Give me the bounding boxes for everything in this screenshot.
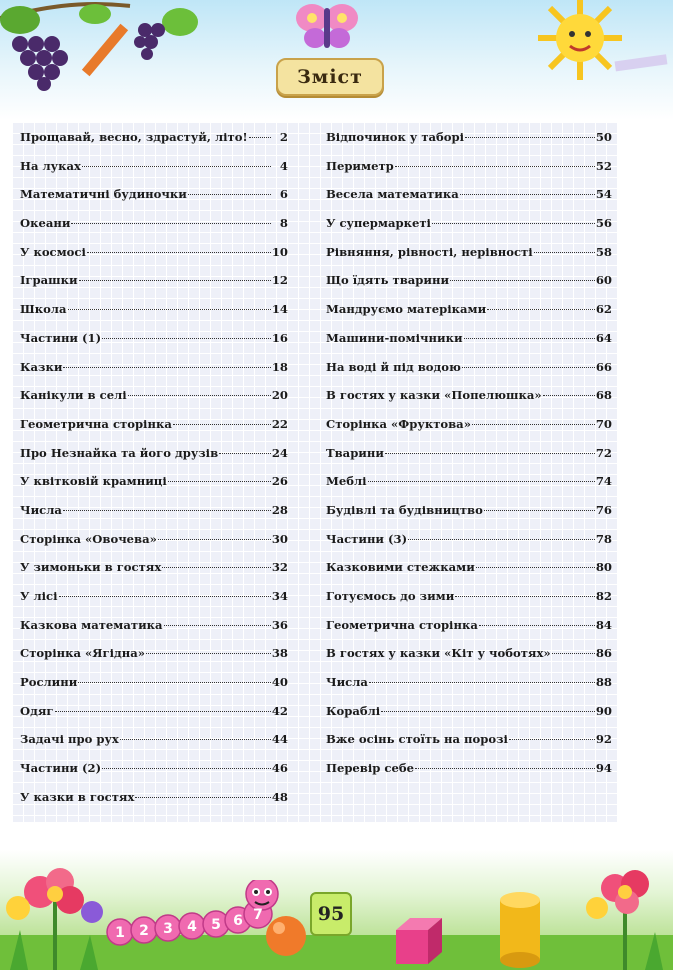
toc-entry[interactable]	[20, 704, 288, 733]
toc-leader-dots	[368, 481, 595, 482]
toc-column-right	[326, 130, 612, 790]
toc-entry-page: 34	[271, 589, 288, 603]
toc-leader-dots	[465, 137, 595, 138]
toc-entry-page: 26	[271, 474, 288, 489]
toc-entry[interactable]	[20, 675, 288, 704]
toc-entry[interactable]	[20, 417, 288, 446]
toc-leader-dots	[534, 252, 595, 253]
toc-leader-dots	[543, 395, 595, 396]
toc-entry-page: 10	[271, 244, 288, 259]
toc-entry[interactable]	[20, 302, 288, 331]
toc-entry[interactable]	[326, 646, 612, 675]
toc-leader-dots	[173, 424, 271, 425]
toc-entry-title: У космосі	[20, 244, 86, 259]
toc-leader-dots	[79, 280, 271, 281]
toc-entry[interactable]	[20, 532, 288, 561]
toc-entry[interactable]	[326, 446, 612, 475]
toc-entry-page: 56	[595, 216, 612, 231]
toc-entry-title: Сторінка «Овочева»	[20, 531, 157, 546]
toc-entry-title: Тварини	[326, 445, 384, 460]
toc-leader-dots	[369, 682, 595, 683]
toc-entry-page: 46	[271, 761, 288, 776]
toc-entry[interactable]	[326, 675, 612, 704]
toc-entry-page: 58	[595, 244, 612, 259]
toc-entry[interactable]	[20, 474, 288, 503]
toc-entry[interactable]	[326, 245, 612, 274]
toc-entry[interactable]	[326, 532, 612, 561]
toc-entry[interactable]	[20, 761, 288, 790]
toc-entry[interactable]	[20, 790, 288, 819]
toc-entry[interactable]	[20, 331, 288, 360]
toc-entry[interactable]	[326, 388, 612, 417]
toc-entry[interactable]	[20, 618, 288, 647]
toc-entry-title: Периметр	[326, 158, 394, 173]
toc-leader-dots	[450, 280, 595, 281]
toc-entry-title: У квітковій крамниці	[20, 474, 167, 489]
toc-entry-page: 76	[595, 502, 612, 517]
toc-entry-title: Рівняння, рівності, нерівності	[326, 244, 533, 259]
toc-entry[interactable]	[326, 273, 612, 302]
caterpillar-digit: 5	[211, 917, 221, 933]
toc-leader-dots	[509, 739, 595, 740]
toc-entry-page: 82	[595, 589, 612, 603]
toc-leader-dots	[82, 166, 271, 167]
toc-entry-title: Весела математика	[326, 187, 459, 202]
toc-entry[interactable]	[326, 761, 612, 790]
toc-entry-title: Математичні будиночки	[20, 187, 187, 202]
butterfly-icon	[292, 0, 362, 58]
toc-entry-title: Прощавай, весно, здрастуй, літо!	[20, 130, 248, 144]
toc-entry-page: 40	[271, 675, 288, 690]
toc-entry-title: Кораблі	[326, 703, 381, 718]
toc-entry-page: 68	[595, 388, 612, 403]
toc-entry-page: 92	[595, 732, 612, 747]
toc-leader-dots	[78, 682, 270, 683]
toc-entry[interactable]	[20, 273, 288, 302]
toc-entry-page: 24	[271, 445, 288, 460]
toc-entry-page: 54	[595, 187, 612, 202]
toc-leader-dots	[71, 223, 271, 224]
toc-leader-dots	[164, 625, 271, 626]
toc-entry-page: 70	[595, 416, 612, 431]
toc-leader-dots	[381, 711, 595, 712]
toc-entry-page: 84	[595, 617, 612, 632]
toc-entry-title: В гостях у казки «Кіт у чоботях»	[326, 646, 551, 661]
toc-column-left	[20, 130, 288, 819]
toc-entry-title: На воді й під водою	[326, 359, 461, 374]
flower-icon	[0, 860, 110, 970]
toc-entry-title: Іграшки	[20, 273, 78, 288]
toc-entry-page: 66	[595, 359, 612, 374]
toc-entry-title: Перевір себе	[326, 761, 414, 776]
toc-entry[interactable]	[20, 446, 288, 475]
toc-entry-title: Канікули в селі	[20, 388, 127, 403]
toc-entry[interactable]	[20, 187, 288, 216]
toc-entry-title: Про Незнайка та його друзів	[20, 445, 219, 460]
toc-entry[interactable]	[20, 560, 288, 589]
toc-entry-title: У зимоньки в гостях	[20, 560, 162, 575]
toc-entry-page: 30	[271, 531, 288, 546]
toc-entry-page: 86	[595, 646, 612, 661]
toc-entry-page: 20	[271, 388, 288, 403]
toc-entry-title: Відпочинок у таборі	[326, 130, 464, 144]
toc-entry[interactable]	[326, 216, 612, 245]
toc-leader-dots	[395, 166, 595, 167]
toc-leader-dots	[415, 768, 595, 769]
toc-leader-dots	[146, 653, 271, 654]
toc-leader-dots	[462, 367, 595, 368]
cube-icon	[388, 912, 458, 970]
toc-entry-title: Числа	[326, 675, 368, 690]
toc-entry-title: Казки	[20, 359, 63, 374]
toc-leader-dots	[162, 567, 271, 568]
toc-entry-page: 22	[271, 416, 288, 431]
toc-leader-dots	[464, 338, 595, 339]
grapes-icon	[0, 0, 200, 95]
toc-entry-title: Школа	[20, 302, 67, 317]
toc-leader-dots	[455, 596, 595, 597]
toc-leader-dots	[168, 481, 271, 482]
toc-entry-title: Казковими стежками	[326, 560, 475, 575]
toc-entry[interactable]	[326, 732, 612, 761]
toc-entry-title: Океани	[20, 216, 71, 231]
toc-entry-title: Машини-помічники	[326, 330, 463, 345]
toc-entry-page: 14	[271, 302, 288, 317]
toc-entry[interactable]	[326, 302, 612, 331]
toc-entry-title: Сторінка «Фруктова»	[326, 416, 471, 431]
toc-entry[interactable]	[326, 331, 612, 360]
toc-leader-dots	[472, 424, 595, 425]
toc-entry-page: 72	[595, 445, 612, 460]
caterpillar-digit: 3	[163, 921, 173, 937]
toc-leader-dots	[219, 453, 271, 454]
toc-entry[interactable]	[326, 159, 612, 188]
toc-leader-dots	[87, 252, 271, 253]
toc-leader-dots	[120, 739, 271, 740]
toc-leader-dots	[460, 194, 595, 195]
toc-entry[interactable]	[326, 503, 612, 532]
toc-leader-dots	[249, 137, 271, 138]
toc-entry-page: 74	[595, 474, 612, 489]
toc-entry-page: 28	[271, 502, 288, 517]
toc-entry-page: 8	[279, 216, 288, 231]
toc-entry-page: 52	[595, 158, 612, 173]
toc-leader-dots	[158, 539, 271, 540]
toc-entry[interactable]	[20, 589, 288, 618]
toc-entry-page: 16	[271, 330, 288, 345]
toc-leader-dots	[476, 567, 595, 568]
toc-entry-title: Числа	[20, 502, 62, 517]
toc-entry-title: Мандруємо матеріками	[326, 302, 487, 317]
toc-entry-page: 4	[279, 158, 288, 173]
caterpillar-digit: 4	[187, 919, 197, 935]
sun-icon	[520, 0, 673, 80]
toc-entry-page: 36	[271, 617, 288, 632]
toc-entry[interactable]	[326, 187, 612, 216]
toc-entry-title: На луках	[20, 158, 81, 173]
toc-leader-dots	[479, 625, 595, 626]
toc-entry[interactable]	[326, 589, 612, 618]
toc-leader-dots	[102, 768, 271, 769]
toc-leader-dots	[59, 596, 271, 597]
toc-entry-title: У супермаркеті	[326, 216, 431, 231]
cylinder-icon	[490, 888, 550, 970]
toc-entry-title: Частини (1)	[20, 330, 102, 345]
toc-leader-dots	[385, 453, 595, 454]
ball-icon	[262, 912, 310, 960]
toc-entry[interactable]	[20, 732, 288, 761]
toc-entry[interactable]	[326, 474, 612, 503]
toc-entry-title: Сторінка «Ягідна»	[20, 646, 146, 661]
toc-entry[interactable]	[20, 503, 288, 532]
toc-entry-page: 88	[595, 675, 612, 690]
toc-entry-title: Геометрична сторінка	[326, 617, 478, 632]
caterpillar-digit: 7	[253, 907, 263, 923]
toc-entry-title: Що їдять тварини	[326, 273, 450, 288]
toc-entry-page: 12	[271, 273, 288, 288]
toc-entry[interactable]	[326, 704, 612, 733]
toc-entry-page: 60	[595, 273, 612, 288]
toc-entry-page: 94	[595, 761, 612, 776]
toc-entry[interactable]	[20, 646, 288, 675]
caterpillar-digit: 2	[139, 923, 149, 939]
toc-entry-page: 64	[595, 330, 612, 345]
toc-entry[interactable]	[326, 417, 612, 446]
toc-entry-title: У лісі	[20, 589, 58, 603]
toc-leader-dots	[128, 395, 271, 396]
toc-entry-title: Готуємось до зими	[326, 589, 455, 603]
toc-leader-dots	[135, 797, 270, 798]
caterpillar-digit: 6	[233, 913, 243, 929]
toc-leader-dots	[552, 653, 595, 654]
toc-entry-page: 32	[271, 560, 288, 575]
toc-entry-page: 80	[595, 560, 612, 575]
toc-entry-page: 90	[595, 703, 612, 718]
toc-entry[interactable]	[326, 360, 612, 389]
toc-entry-title: Будівлі та будівництво	[326, 502, 483, 517]
toc-entry[interactable]	[20, 388, 288, 417]
toc-leader-dots	[63, 367, 270, 368]
toc-entry-title: Частини (2)	[20, 761, 102, 776]
toc-entry-page: 18	[271, 359, 288, 374]
toc-entry-title: Меблі	[326, 474, 367, 489]
toc-entry-page: 44	[271, 732, 288, 747]
toc-entry[interactable]	[326, 560, 612, 589]
toc-entry-title: В гостях у казки «Попелюшка»	[326, 388, 542, 403]
toc-entry-page: 6	[279, 187, 288, 202]
toc-entry-title: У казки в гостях	[20, 789, 135, 804]
toc-entry-page: 48	[271, 789, 288, 804]
toc-entry-page: 42	[271, 703, 288, 718]
toc-leader-dots	[102, 338, 271, 339]
toc-leader-dots	[487, 309, 595, 310]
toc-entry[interactable]	[20, 216, 288, 245]
toc-entry[interactable]	[326, 618, 612, 647]
toc-entry[interactable]	[20, 245, 288, 274]
toc-entry-title: Задачі про рух	[20, 732, 119, 747]
toc-entry-page: 50	[595, 130, 612, 144]
page-number: 95	[317, 903, 345, 925]
toc-entry-title: Вже осінь стоїть на порозі	[326, 732, 508, 747]
caterpillar-digit: 1	[115, 925, 125, 941]
toc-entry-title: Частини (3)	[326, 531, 408, 546]
toc-entry-title: Рослини	[20, 675, 78, 690]
toc-leader-dots	[188, 194, 271, 195]
toc-leader-dots	[484, 510, 595, 511]
flower-icon	[575, 862, 673, 970]
toc-entry[interactable]	[20, 159, 288, 188]
toc-entry-title: Геометрична сторінка	[20, 416, 172, 431]
toc-leader-dots	[408, 539, 595, 540]
toc-leader-dots	[55, 711, 271, 712]
page-number-badge	[310, 892, 352, 936]
toc-entry[interactable]	[20, 360, 288, 389]
toc-entry-page: 2	[279, 130, 288, 144]
toc-leader-dots	[63, 510, 271, 511]
toc-leader-dots	[68, 309, 271, 310]
toc-title-banner	[276, 58, 384, 96]
toc-entry-title: Одяг	[20, 703, 54, 718]
toc-entry-page: 78	[595, 531, 612, 546]
page-title: Зміст	[297, 66, 363, 88]
toc-entry-page: 62	[595, 302, 612, 317]
toc-leader-dots	[432, 223, 595, 224]
toc-entry[interactable]	[20, 130, 288, 159]
toc-entry-title: Казкова математика	[20, 617, 163, 632]
toc-entry[interactable]	[326, 130, 612, 159]
toc-entry-page: 38	[271, 646, 288, 661]
